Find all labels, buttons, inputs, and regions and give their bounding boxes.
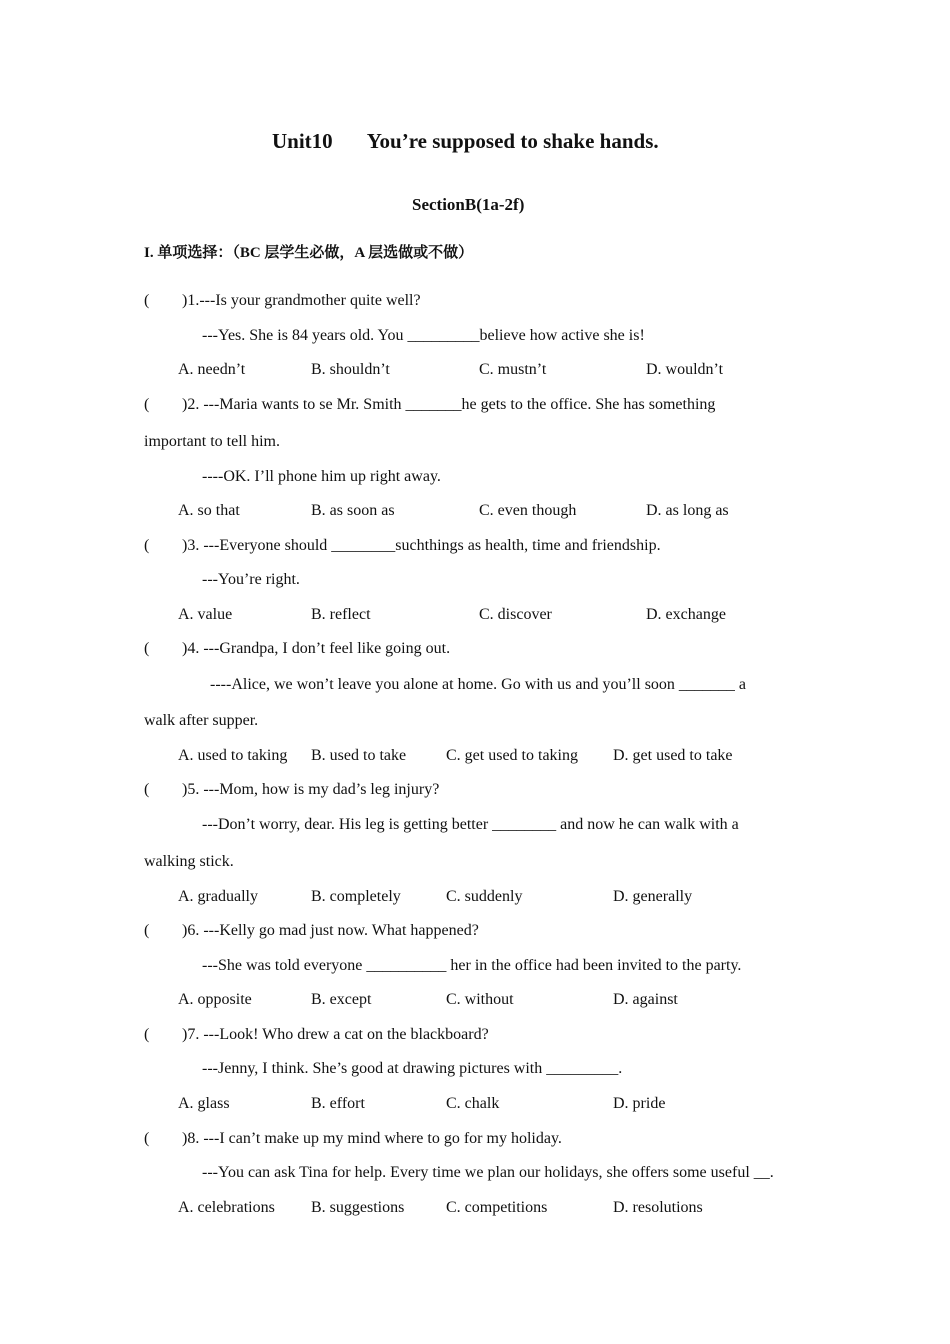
question-2-text: )2. ---Maria wants to se Mr. Smith _______he gets to the office. She has something (182, 396, 716, 413)
question-5-option-a: A. gradually (178, 888, 258, 905)
answer-paren: ( (144, 537, 150, 554)
question-7-option-c: C. chalk (446, 1095, 500, 1112)
question-2-continued: important to tell him. (144, 433, 280, 450)
question-6-option-d: D. against (613, 991, 678, 1008)
answer-paren: ( (144, 1130, 150, 1147)
question-6-text: )6. ---Kelly go mad just now. What happened? (182, 922, 479, 939)
question-1-text: )1.---Is your grandmother quite well? (182, 292, 421, 309)
question-1-option-d: D. wouldn’t (646, 361, 724, 378)
question-7-option-b: B. effort (311, 1095, 365, 1112)
question-4-option-b: B. used to take (311, 747, 407, 764)
question-7-text: )7. ---Look! Who drew a cat on the blackboard? (182, 1026, 489, 1043)
question-5-reply: ---Don’t worry, dear. His leg is getting better ________ and now he can walk with a (202, 816, 739, 833)
unit-label: Unit10 (272, 129, 333, 153)
question-5-continued: walking stick. (144, 853, 234, 870)
question-2-option-d: D. as long as (646, 502, 729, 519)
unit-title: You’re supposed to shake hands. (366, 129, 659, 153)
question-7 (144, 1025, 489, 1045)
question-5-option-d: D. generally (613, 888, 693, 905)
question-6-option-c: C. without (446, 991, 514, 1008)
question-3-option-a: A. value (178, 606, 233, 623)
answer-paren: ( (144, 396, 150, 413)
question-7-option-a: A. glass (178, 1095, 230, 1112)
question-5-text: )5. ---Mom, how is my dad’s leg injury? (182, 781, 440, 798)
question-4-option-a: A. used to taking (178, 747, 288, 764)
answer-paren: ( (144, 640, 150, 657)
question-3-option-d: D. exchange (646, 606, 726, 623)
section-subtitle: SectionB(1a-2f) (412, 195, 525, 214)
question-8-option-b: B. suggestions (311, 1199, 405, 1216)
answer-paren: ( (144, 292, 150, 309)
question-2-option-b: B. as soon as (311, 502, 395, 519)
question-6 (144, 921, 479, 941)
question-8-option-d: D. resolutions (613, 1199, 703, 1216)
question-5-option-c: C. suddenly (446, 888, 523, 905)
question-3-option-b: B. reflect (311, 606, 371, 623)
question-2 (144, 395, 715, 415)
question-4-reply: ----Alice, we won’t leave you alone at home. Go with us and you’ll soon _______ a (210, 676, 747, 693)
question-2-option-c: C. even though (479, 502, 577, 519)
question-3-option-c: C. discover (479, 606, 552, 623)
question-6-option-b: B. except (311, 991, 372, 1008)
question-4 (144, 639, 450, 659)
question-1-option-c: C. mustn’t (479, 361, 547, 378)
question-8 (144, 1129, 562, 1149)
question-7-option-d: D. pride (613, 1095, 666, 1112)
page-title (272, 128, 659, 154)
question-3-text: )3. ---Everyone should ________suchthings as health, time and friendship. (182, 537, 661, 554)
question-4-option-d: D. get used to take (613, 747, 733, 764)
answer-paren: ( (144, 922, 150, 939)
question-5 (144, 780, 439, 800)
question-4-continued: walk after supper. (144, 712, 259, 729)
question-6-option-a: A. opposite (178, 991, 252, 1008)
question-3-reply: ---You’re right. (202, 571, 300, 588)
question-6-reply: ---She was told everyone __________ her in the office had been invited to the party. (202, 957, 742, 974)
question-8-option-c: C. competitions (446, 1199, 548, 1216)
question-8-option-a: A. celebrations (178, 1199, 275, 1216)
question-5-option-b: B. completely (311, 888, 401, 905)
answer-paren: ( (144, 781, 150, 798)
section-heading: I. 单项选择：（BC 层学生必做，A 层选做或不做） (144, 245, 474, 261)
question-1-reply: ---Yes. She is 84 years old. You _________believe how active she is! (202, 327, 645, 344)
question-8-reply: ---You can ask Tina for help. Every time we plan our holidays, she offers some useful __. (202, 1164, 774, 1181)
question-1-option-b: B. shouldn’t (311, 361, 390, 378)
question-2-option-a: A. so that (178, 502, 240, 519)
question-1 (144, 291, 421, 311)
answer-paren: ( (144, 1026, 150, 1043)
question-4-option-c: C. get used to taking (446, 747, 578, 764)
question-2-reply: ----OK. I’ll phone him up right away. (202, 468, 441, 485)
question-3 (144, 536, 661, 556)
question-7-reply: ---Jenny, I think. She’s good at drawing pictures with _________. (202, 1060, 623, 1077)
question-1-option-a: A. needn’t (178, 361, 246, 378)
question-4-text: )4. ---Grandpa, I don’t feel like going out. (182, 640, 451, 657)
question-8-text: )8. ---I can’t make up my mind where to go for my holiday. (182, 1130, 562, 1147)
